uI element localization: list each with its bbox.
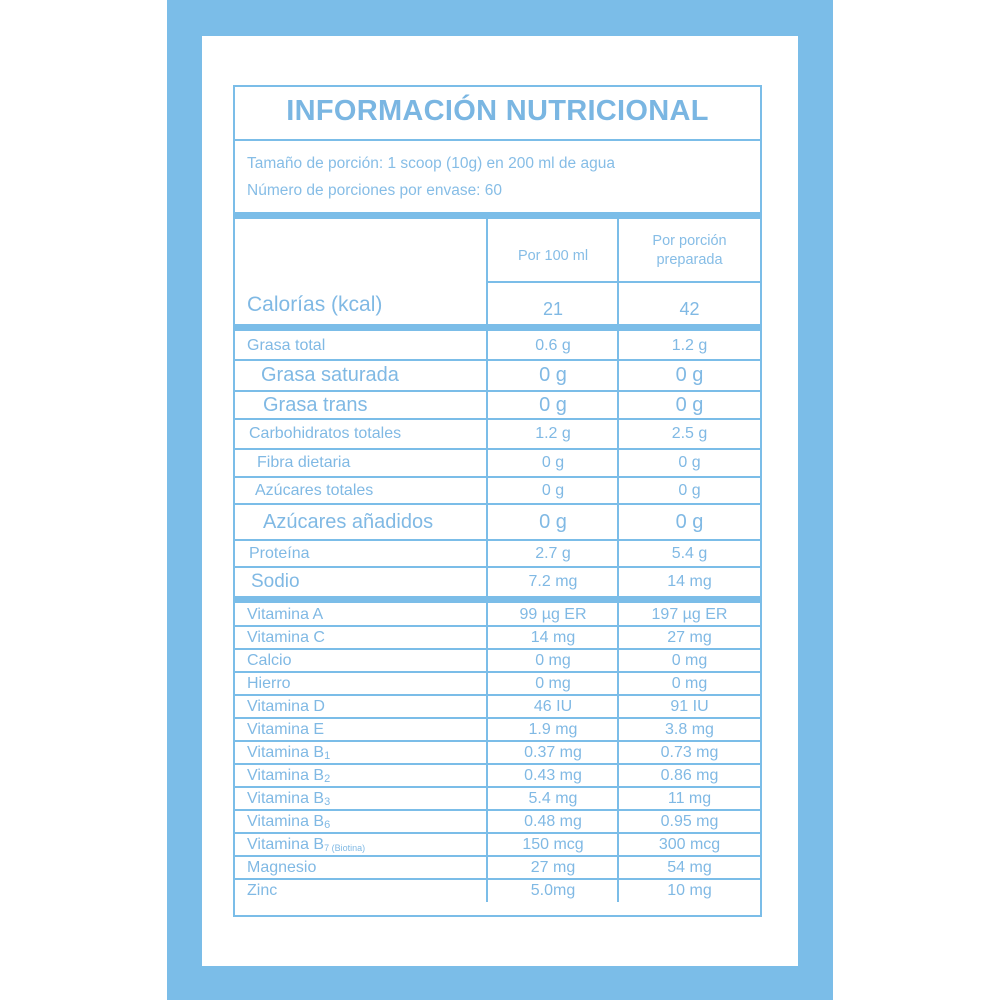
value-per-100ml: 0 g bbox=[539, 394, 567, 416]
nutrient-name bbox=[263, 391, 367, 419]
value-per-serving: 3.8 mg bbox=[665, 721, 714, 738]
value-per-100ml: 0 g bbox=[541, 482, 565, 499]
value-per-100ml: 7.2 mg bbox=[528, 573, 578, 590]
table-row bbox=[235, 567, 760, 596]
table-row bbox=[235, 331, 760, 360]
value-per-100ml: 5.4 mg bbox=[528, 790, 578, 807]
nutrient-name bbox=[263, 504, 433, 540]
nutrition-label bbox=[233, 85, 762, 917]
value-per-serving: 11 mg bbox=[667, 790, 712, 807]
nutrient-name bbox=[247, 331, 325, 360]
value-per-serving: 0.86 mg bbox=[660, 767, 719, 784]
nutrient-name-text: Grasa saturada bbox=[261, 364, 399, 386]
nutrient-name-text: Zinc bbox=[247, 882, 278, 899]
nutrient-name bbox=[255, 477, 373, 504]
value-per-100ml: 46 IU bbox=[533, 698, 573, 715]
value-per-serving: 14 mg bbox=[667, 573, 712, 590]
value-per-serving: 0 g bbox=[675, 511, 704, 533]
table-row bbox=[235, 419, 760, 449]
value-per-100ml: 0.43 mg bbox=[524, 767, 582, 784]
table-row bbox=[235, 603, 760, 626]
column-divider bbox=[486, 331, 488, 596]
value-per-serving: 10 mg bbox=[667, 882, 712, 899]
table-row bbox=[235, 856, 760, 879]
value-per-100ml: 0.6 g bbox=[535, 337, 571, 354]
column-header-per-serving-line2: preparada bbox=[656, 252, 723, 268]
nutrient-name bbox=[251, 567, 300, 596]
nutrient-name-text: Vitamina B bbox=[247, 790, 325, 807]
table-row bbox=[235, 360, 760, 391]
nutrient-name-subscript: 2 bbox=[324, 773, 331, 785]
table-row bbox=[235, 810, 760, 833]
table-row bbox=[235, 477, 760, 504]
value-per-serving: 0.73 mg bbox=[660, 744, 719, 761]
nutrient-name bbox=[261, 360, 399, 391]
nutrient-name-subscript: 6 bbox=[324, 819, 331, 831]
nutrient-name bbox=[247, 672, 291, 695]
value-per-serving: 1.2 g bbox=[671, 337, 708, 354]
value-per-100ml: 99 µg ER bbox=[519, 606, 587, 623]
table-row bbox=[235, 540, 760, 567]
value-per-100ml: 0 g bbox=[539, 511, 567, 533]
servings-per-container: Número de porciones por envase: 60 bbox=[247, 182, 503, 199]
nutrient-name-text: Vitamina B bbox=[247, 813, 325, 830]
value-per-100ml: 0.37 mg bbox=[524, 744, 582, 761]
nutrient-name-text: Magnesio bbox=[247, 859, 317, 876]
nutrient-name-text: Azúcares añadidos bbox=[263, 511, 434, 533]
value-per-100ml: 0.48 mg bbox=[524, 813, 582, 830]
nutrient-name-text: Azúcares totales bbox=[255, 482, 374, 499]
value-per-serving: 5.4 g bbox=[671, 545, 708, 562]
nutrient-name-subscript: 7 (Biotina) bbox=[324, 843, 366, 853]
column-header-per-serving bbox=[619, 232, 760, 270]
divider-thick bbox=[235, 324, 760, 331]
table-row bbox=[235, 741, 760, 764]
nutrient-name bbox=[257, 449, 350, 477]
title-box bbox=[235, 87, 760, 141]
value-per-100ml: 1.9 mg bbox=[528, 721, 578, 738]
table-row bbox=[235, 833, 760, 856]
table-row bbox=[235, 672, 760, 695]
calories-per-100ml: 21 bbox=[542, 299, 564, 319]
value-per-serving: 0 mg bbox=[671, 652, 708, 669]
column-header-per-100ml: Por 100 ml bbox=[517, 248, 589, 264]
calories-label: Calorías (kcal) bbox=[247, 293, 383, 316]
label-title: INFORMACIÓN NUTRICIONAL bbox=[286, 95, 709, 127]
nutrient-name bbox=[247, 856, 316, 879]
nutrient-name-text: Vitamina B bbox=[247, 836, 325, 853]
nutrient-name bbox=[247, 603, 323, 626]
value-per-100ml: 0 mg bbox=[535, 652, 571, 669]
nutrient-name-text: Vitamina A bbox=[247, 606, 324, 623]
value-per-100ml: 14 mg bbox=[530, 629, 576, 646]
value-per-100ml: 150 mcg bbox=[522, 836, 584, 853]
value-per-serving: 0 g bbox=[678, 482, 701, 499]
value-per-serving: 197 µg ER bbox=[651, 606, 728, 623]
nutrient-name-text: Hierro bbox=[247, 675, 291, 692]
value-per-100ml: 5.0mg bbox=[530, 882, 576, 899]
nutrient-name-text: Calcio bbox=[247, 652, 292, 669]
table-row bbox=[235, 449, 760, 477]
nutrient-name-text: Fibra dietaria bbox=[257, 454, 351, 471]
nutrient-name-text: Grasa total bbox=[247, 337, 326, 354]
nutrient-name-subscript: 3 bbox=[324, 796, 331, 808]
header-divider bbox=[488, 281, 760, 283]
serving-size: Tamaño de porción: 1 scoop (10g) en 200 ml de agua bbox=[247, 155, 615, 172]
value-per-serving: 2.5 g bbox=[671, 425, 708, 442]
nutrient-name bbox=[247, 879, 277, 902]
value-per-serving: 27 mg bbox=[667, 629, 712, 646]
nutrient-name-text: Carbohidratos totales bbox=[249, 425, 402, 442]
value-per-serving: 91 IU bbox=[670, 698, 709, 715]
value-per-serving: 54 mg bbox=[667, 859, 712, 876]
nutrient-name bbox=[249, 419, 401, 449]
table-row bbox=[235, 718, 760, 741]
value-per-serving: 0 g bbox=[675, 364, 704, 386]
nutrient-name-text: Vitamina D bbox=[247, 698, 325, 715]
table-row bbox=[235, 649, 760, 672]
value-per-100ml: 27 mg bbox=[530, 859, 576, 876]
table-row bbox=[235, 391, 760, 419]
nutrient-name bbox=[247, 649, 291, 672]
value-per-100ml: 0 g bbox=[541, 454, 565, 471]
value-per-serving: 300 mcg bbox=[658, 836, 721, 853]
table-row bbox=[235, 695, 760, 718]
column-divider bbox=[617, 603, 619, 902]
nutrient-name bbox=[249, 540, 309, 567]
value-per-100ml: 0 g bbox=[539, 364, 567, 386]
table-row bbox=[235, 764, 760, 787]
nutrient-name-text: Proteína bbox=[249, 545, 310, 562]
value-per-100ml: 0 mg bbox=[535, 675, 571, 692]
nutrient-name-text: Vitamina E bbox=[247, 721, 325, 738]
column-header-per-serving-line1: Por porción bbox=[652, 233, 727, 249]
value-per-serving: 0 mg bbox=[671, 675, 708, 692]
value-per-100ml: 2.7 g bbox=[535, 545, 571, 562]
table-row bbox=[235, 504, 760, 540]
nutrient-name-text: Sodio bbox=[251, 571, 300, 592]
table-row bbox=[235, 787, 760, 810]
value-per-serving: 0 g bbox=[675, 394, 704, 416]
table-row bbox=[235, 879, 760, 902]
nutrient-name bbox=[247, 718, 324, 741]
nutrient-name-text: Vitamina B bbox=[247, 744, 325, 761]
nutrient-name-subscript: 1 bbox=[324, 750, 331, 762]
value-per-serving: 0 g bbox=[678, 454, 701, 471]
value-per-100ml: 1.2 g bbox=[535, 425, 571, 442]
nutrient-name bbox=[247, 626, 325, 649]
calories-per-serving: 42 bbox=[679, 299, 700, 319]
column-divider bbox=[617, 331, 619, 596]
value-per-serving: 0.95 mg bbox=[660, 813, 719, 830]
divider-thick bbox=[235, 212, 760, 219]
table-row bbox=[235, 626, 760, 649]
nutrient-name-text: Vitamina C bbox=[247, 629, 325, 646]
nutrient-name-text: Grasa trans bbox=[263, 394, 368, 416]
column-divider bbox=[486, 603, 488, 902]
divider-thick bbox=[235, 596, 760, 603]
nutrient-name bbox=[247, 695, 325, 718]
nutrient-name-text: Vitamina B bbox=[247, 767, 325, 784]
